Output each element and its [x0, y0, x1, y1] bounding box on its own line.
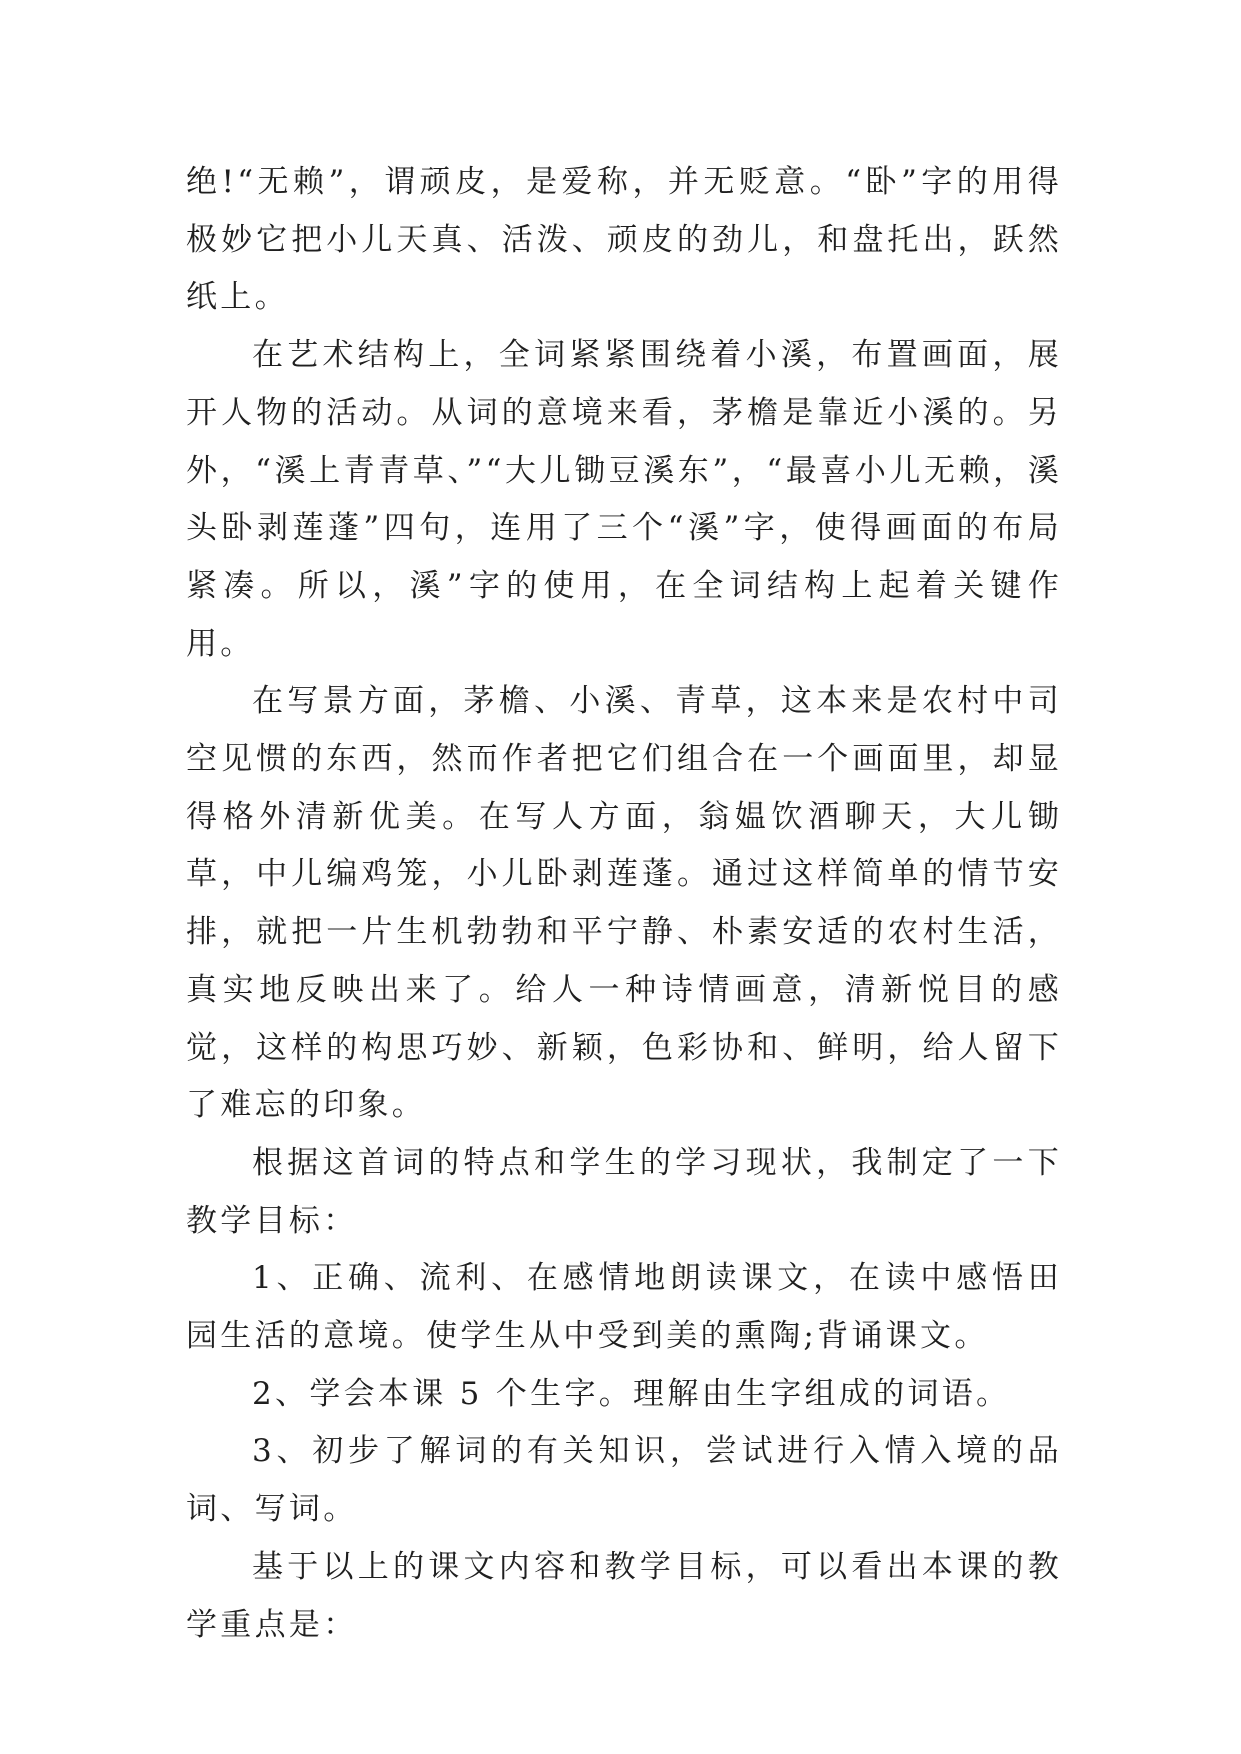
paragraph-2: 在艺术结构上，全词紧紧围绕着小溪，布置画面，展开人物的活动。从词的意境来看，茅檐是靠近小溪的。另外，“溪上青青草、”“大儿锄豆溪东”，“最喜小儿无赖，溪头卧剥莲蓬”四句，连用了三个“溪”字，使得画面的布局紧凑。所以，溪”字的使用，在全词结构上起着关键作用。: [186, 337, 1062, 662]
paragraph-1: 绝!“无赖”，谓顽皮，是爱称，并无贬意。“卧”字的用得极妙它把小儿天真、活泼、顽皮的劲儿，和盘托出，跃然纸上。: [186, 164, 1062, 316]
paragraph-8: 基于以上的课文内容和教学目标，可以看出本课的教学重点是：: [186, 1548, 1062, 1643]
document-body: [186, 154, 1062, 1654]
goal-item-3: 3、初步了解词的有关知识，尝试进行入情入境的品词、写词。: [186, 1433, 1062, 1528]
paragraph-3: 在写景方面，茅檐、小溪、青草，这本来是农村中司空见惯的东西，然而作者把它们组合在一个画面里，却显得格外清新优美。在写人方面，翁媪饮酒聊天，大儿锄草，中儿编鸡笼，小儿卧剥莲蓬。通过这样简单的情节安排，就把一片生机勃勃和平宁静、朴素安适的农村生活，真实地反映出来了。给人一种诗情画意，清新悦目的感觉，这样的构思巧妙、新颖，色彩协和、鲜明，给人留下了难忘的印象。: [186, 683, 1062, 1124]
goal-item-1: 1、正确、流利、在感情地朗读课文，在读中感悟田园生活的意境。使学生从中受到美的熏陶;背诵课文。: [186, 1260, 1062, 1355]
paragraph-4: 根据这首词的特点和学生的学习现状，我制定了一下教学目标：: [186, 1144, 1062, 1239]
goal-item-2: 2、学会本课 5 个生字。理解由生字组成的词语。: [252, 1375, 1011, 1412]
